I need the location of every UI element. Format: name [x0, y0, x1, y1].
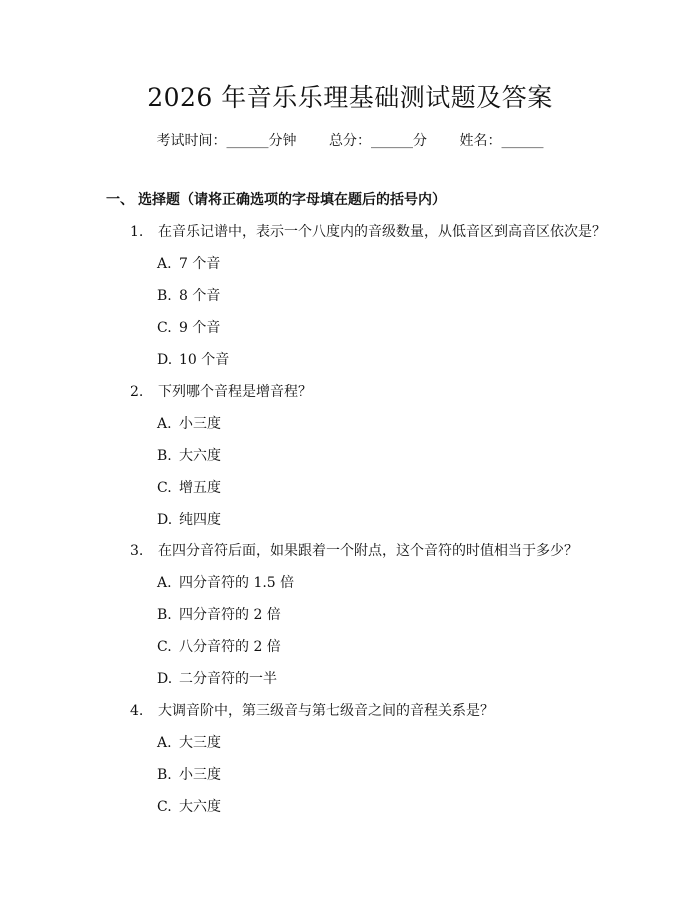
question-1-option-c [157, 318, 220, 338]
question-2 [130, 382, 312, 402]
question-1-option-a [157, 254, 220, 274]
option-letter: D. [157, 352, 173, 368]
option-letter: B. [157, 607, 172, 623]
option-letter: A. [157, 735, 172, 751]
question-text: 在四分音符后面，如果跟着一个附点，这个音符的时值相当于多少？ [158, 543, 578, 559]
question-3 [130, 541, 578, 561]
exam-meta-row [0, 131, 700, 151]
question-text: 在音乐记谱中，表示一个八度内的音级数量，从低音区到高音区依次是？ [158, 224, 606, 240]
question-1 [130, 222, 606, 242]
option-text: 增五度 [179, 480, 221, 496]
option-letter: B. [157, 767, 172, 783]
name-field: 姓名：______ [459, 133, 544, 149]
question-number: 1. [130, 224, 144, 240]
option-letter: A. [157, 575, 172, 591]
option-text: 四分音符的 2 倍 [179, 607, 281, 623]
section-heading [106, 190, 446, 210]
question-text: 下列哪个音程是增音程？ [158, 384, 312, 400]
option-text: 八分音符的 2 倍 [179, 639, 281, 655]
question-3-option-b [157, 605, 281, 625]
option-text: 10 个音 [179, 352, 230, 368]
option-letter: B. [157, 288, 172, 304]
document-title: 2026 年音乐乐理基础测试题及答案 [147, 83, 553, 112]
option-text: 二分音符的一半 [179, 671, 277, 687]
option-text: 7 个音 [179, 256, 221, 272]
question-1-option-b [157, 286, 220, 306]
option-text: 小三度 [179, 767, 221, 783]
option-letter: C. [157, 639, 172, 655]
question-2-option-b [157, 446, 221, 466]
question-3-option-c [157, 637, 281, 657]
option-text: 大六度 [179, 448, 221, 464]
section-heading-text: 选择题（请将正确选项的字母填在题后的括号内） [138, 192, 446, 208]
question-2-option-a [157, 414, 221, 434]
exam-time-field: 考试时间：______分钟 [156, 133, 297, 149]
question-4-option-b [157, 765, 221, 785]
option-text: 纯四度 [179, 512, 221, 528]
option-letter: D. [157, 512, 173, 528]
question-3-option-a [157, 573, 294, 593]
option-text: 大三度 [179, 735, 221, 751]
option-letter: B. [157, 448, 172, 464]
question-number: 3. [130, 543, 144, 559]
question-2-option-c [157, 478, 221, 498]
section-number: 一、 [106, 192, 134, 208]
option-letter: C. [157, 320, 172, 336]
option-text: 8 个音 [179, 288, 221, 304]
option-letter: C. [157, 480, 172, 496]
total-score-field: 总分：______分 [329, 133, 427, 149]
option-text: 大六度 [179, 799, 221, 815]
option-letter: D. [157, 671, 173, 687]
option-text: 9 个音 [179, 320, 221, 336]
option-letter: A. [157, 256, 172, 272]
question-4 [130, 701, 494, 721]
question-4-option-a [157, 733, 221, 753]
option-letter: A. [157, 416, 172, 432]
question-number: 2. [130, 384, 144, 400]
option-text: 小三度 [179, 416, 221, 432]
question-3-option-d [157, 669, 277, 689]
option-letter: C. [157, 799, 172, 815]
question-1-option-d [157, 350, 229, 370]
question-4-option-c [157, 797, 221, 817]
question-2-option-d [157, 510, 221, 530]
option-text: 四分音符的 1.5 倍 [179, 575, 295, 591]
question-number: 4. [130, 703, 144, 719]
question-text: 大调音阶中，第三级音与第七级音之间的音程关系是？ [158, 703, 494, 719]
